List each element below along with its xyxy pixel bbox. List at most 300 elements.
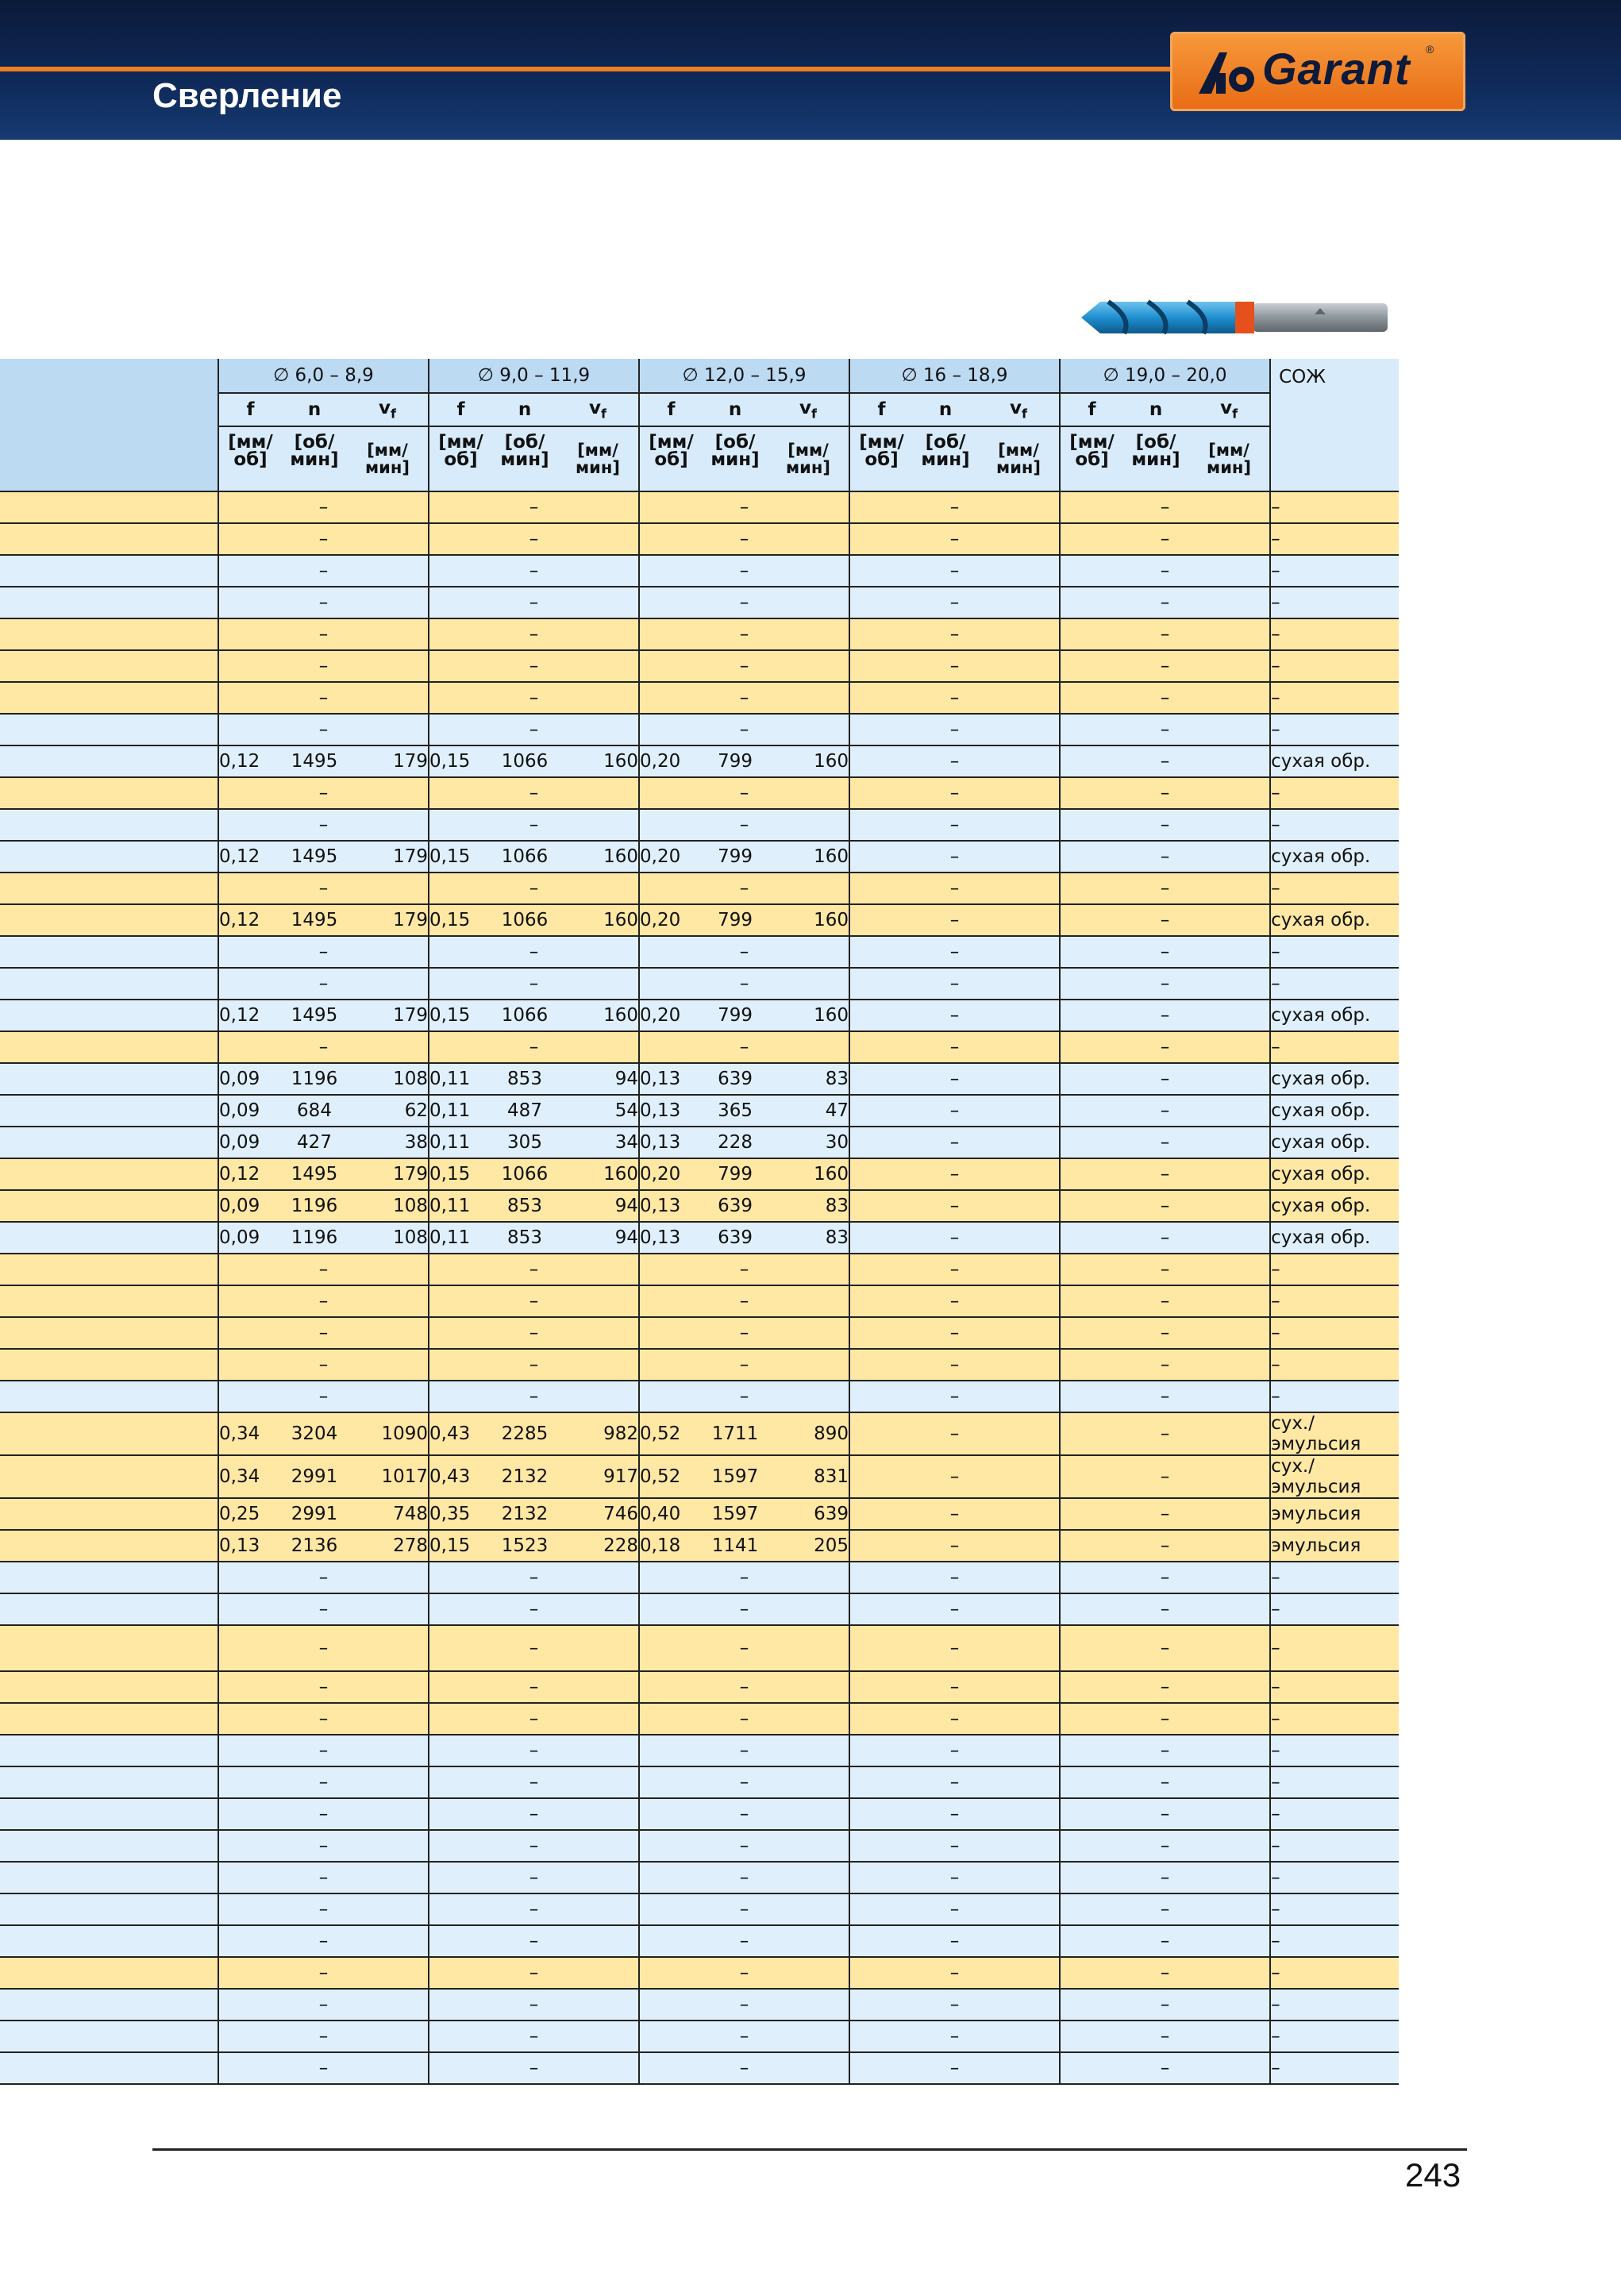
cell-dash: – — [429, 968, 639, 1000]
cell-dash: – — [429, 1893, 639, 1925]
table-row — [0, 682, 1399, 714]
cell-vf: 83 — [768, 1222, 849, 1254]
col-vf-sub: f — [391, 406, 396, 422]
cell-dash: – — [639, 873, 849, 904]
unit-n: [об/ мин] — [492, 426, 557, 491]
col-vf-main: v — [589, 398, 602, 419]
cell-dash: – — [1060, 936, 1270, 968]
table-row — [0, 1254, 1399, 1285]
coolant-cell: сухая обр. — [1270, 1000, 1399, 1031]
cell-dash: – — [218, 1562, 429, 1593]
cell-f: 0,15 — [429, 1158, 492, 1190]
cell-n: 1066 — [492, 904, 557, 936]
unit-vf: [мм/мин] — [557, 426, 639, 491]
cell-dash: – — [639, 587, 849, 618]
cell-dash: – — [849, 1317, 1060, 1349]
material-cell — [0, 618, 218, 650]
cell-dash: – — [849, 491, 1060, 523]
coolant-cell: – — [1270, 523, 1399, 555]
cell-dash: – — [639, 1254, 849, 1285]
coolant-cell: – — [1270, 2021, 1399, 2052]
material-cell — [0, 2021, 218, 2052]
cell-dash: – — [429, 1625, 639, 1671]
cell-dash: – — [849, 1158, 1060, 1190]
cell-n: 1066 — [492, 745, 557, 777]
cell-dash: – — [849, 1671, 1060, 1703]
cell-dash: – — [218, 1317, 429, 1349]
cell-dash: – — [639, 555, 849, 587]
cell-dash: – — [639, 1625, 849, 1671]
page-title: Сверление — [152, 76, 342, 115]
cell-dash: – — [218, 555, 429, 587]
cell-dash: – — [849, 1530, 1060, 1562]
cell-dash: – — [1060, 1412, 1270, 1455]
cell-dash: – — [849, 1285, 1060, 1317]
cell-dash: – — [1060, 1349, 1270, 1381]
material-cell — [0, 1222, 218, 1254]
material-cell — [0, 873, 218, 904]
coolant-cell: сух./эмульсия — [1270, 1412, 1399, 1455]
table-row — [0, 1957, 1399, 1989]
cell-n: 799 — [703, 1158, 768, 1190]
cell-dash: – — [1060, 682, 1270, 714]
cell-dash: – — [1060, 1285, 1270, 1317]
logo-registered-mark: ® — [1426, 43, 1434, 56]
cell-dash: – — [1060, 1830, 1270, 1862]
logo-text: Garant — [1262, 44, 1411, 94]
cell-dash: – — [639, 1862, 849, 1893]
unit-vf: [мм/мин] — [1188, 426, 1270, 491]
material-cell — [0, 1412, 218, 1455]
cell-n: 799 — [703, 841, 768, 873]
cell-dash: – — [639, 1703, 849, 1735]
cell-dash: – — [1060, 1625, 1270, 1671]
coolant-cell: сухая обр. — [1270, 1063, 1399, 1095]
cell-dash: – — [1060, 650, 1270, 682]
range-header: ∅ 16 – 18,9 — [849, 359, 1060, 393]
col-f-header: f — [639, 393, 703, 426]
cell-dash: – — [849, 523, 1060, 555]
cell-dash: – — [639, 1349, 849, 1381]
coolant-cell: – — [1270, 1735, 1399, 1766]
unit-f: [мм/ об] — [218, 426, 282, 491]
cell-dash: – — [1060, 841, 1270, 873]
cell-vf: 890 — [768, 1412, 849, 1455]
cell-dash: – — [849, 1957, 1060, 1989]
cell-vf: 1017 — [347, 1455, 429, 1498]
cell-dash: – — [1060, 1063, 1270, 1095]
cell-f: 0,35 — [429, 1498, 492, 1530]
cell-n: 365 — [703, 1095, 768, 1127]
table-row — [0, 1031, 1399, 1063]
cell-dash: – — [429, 1735, 639, 1766]
cell-f: 0,12 — [218, 904, 282, 936]
cell-dash: – — [429, 873, 639, 904]
material-cell — [0, 777, 218, 809]
cell-n: 853 — [492, 1222, 557, 1254]
cell-dash: – — [1060, 745, 1270, 777]
coolant-cell: – — [1270, 1703, 1399, 1735]
table-row — [0, 1381, 1399, 1412]
table-row — [0, 1455, 1399, 1498]
cell-dash: – — [849, 1562, 1060, 1593]
coolant-cell: – — [1270, 1031, 1399, 1063]
cell-dash: – — [429, 1798, 639, 1830]
col-n-header: n — [492, 393, 557, 426]
cell-dash: – — [849, 1798, 1060, 1830]
coolant-cell: – — [1270, 1798, 1399, 1830]
coolant-cell: – — [1270, 1893, 1399, 1925]
cell-dash: – — [218, 1957, 429, 1989]
cell-dash: – — [429, 1862, 639, 1893]
material-cell — [0, 1957, 218, 1989]
cell-f: 0,12 — [218, 1158, 282, 1190]
cell-dash: – — [849, 809, 1060, 841]
cell-dash: – — [849, 1893, 1060, 1925]
cell-vf: 94 — [557, 1222, 639, 1254]
cell-f: 0,11 — [429, 1190, 492, 1222]
cell-dash: – — [429, 1593, 639, 1625]
cell-dash: – — [1060, 618, 1270, 650]
table-row — [0, 1530, 1399, 1562]
cell-dash: – — [639, 1031, 849, 1063]
cell-dash: – — [849, 555, 1060, 587]
coolant-cell: – — [1270, 587, 1399, 618]
coolant-cell: – — [1270, 682, 1399, 714]
cell-f: 0,09 — [218, 1190, 282, 1222]
material-cell — [0, 936, 218, 968]
coolant-cell: сухая обр. — [1270, 841, 1399, 873]
coolant-cell: – — [1270, 1862, 1399, 1893]
table-row — [0, 1593, 1399, 1625]
cell-f: 0,12 — [218, 745, 282, 777]
cell-dash: – — [1060, 904, 1270, 936]
cell-f: 0,25 — [218, 1498, 282, 1530]
cell-dash: – — [1060, 1000, 1270, 1031]
cell-n: 1141 — [703, 1530, 768, 1562]
coolant-cell: – — [1270, 873, 1399, 904]
cell-dash: – — [849, 1703, 1060, 1735]
cell-dash: – — [218, 968, 429, 1000]
cell-dash: – — [218, 1798, 429, 1830]
cell-vf: 38 — [347, 1127, 429, 1158]
material-cell — [0, 904, 218, 936]
cell-vf: 160 — [768, 904, 849, 936]
coolant-cell: сухая обр. — [1270, 1222, 1399, 1254]
cell-n: 1495 — [282, 841, 347, 873]
table-row — [0, 1222, 1399, 1254]
range-header: ∅ 9,0 – 11,9 — [429, 359, 639, 393]
cell-vf: 94 — [557, 1063, 639, 1095]
cell-dash: – — [639, 1830, 849, 1862]
cell-n: 228 — [703, 1127, 768, 1158]
coolant-cell: сухая обр. — [1270, 745, 1399, 777]
cell-dash: – — [849, 1830, 1060, 1862]
cell-dash: – — [429, 491, 639, 523]
table-row — [0, 1671, 1399, 1703]
col-vf-main: v — [1010, 398, 1022, 419]
cell-vf: 108 — [347, 1190, 429, 1222]
table-row — [0, 1063, 1399, 1095]
cell-dash: – — [849, 1735, 1060, 1766]
cell-f: 0,12 — [218, 1000, 282, 1031]
cell-dash: – — [1060, 491, 1270, 523]
coolant-cell: – — [1270, 1766, 1399, 1798]
cell-vf: 160 — [557, 1000, 639, 1031]
cell-dash: – — [218, 491, 429, 523]
cell-dash: – — [218, 1925, 429, 1957]
material-cell — [0, 491, 218, 523]
coolant-cell: эмульсия — [1270, 1498, 1399, 1530]
cell-f: 0,20 — [639, 904, 703, 936]
cell-dash: – — [639, 1562, 849, 1593]
table-row — [0, 1285, 1399, 1317]
cell-f: 0,18 — [639, 1530, 703, 1562]
cell-dash: – — [429, 1285, 639, 1317]
cell-f: 0,11 — [429, 1063, 492, 1095]
cell-dash: – — [1060, 1925, 1270, 1957]
cell-dash: – — [849, 1095, 1060, 1127]
material-cell — [0, 682, 218, 714]
cell-n: 305 — [492, 1127, 557, 1158]
cell-dash: – — [429, 1989, 639, 2021]
cell-dash: – — [849, 1222, 1060, 1254]
material-column-header — [0, 359, 218, 491]
cell-dash: – — [1060, 1095, 1270, 1127]
cell-vf: 160 — [768, 841, 849, 873]
cell-vf: 83 — [768, 1063, 849, 1095]
cell-dash: – — [849, 1000, 1060, 1031]
material-cell — [0, 1063, 218, 1095]
col-f-header: f — [218, 393, 282, 426]
cell-dash: – — [1060, 1530, 1270, 1562]
material-cell — [0, 1671, 218, 1703]
cell-dash: – — [849, 2052, 1060, 2084]
coolant-cell: – — [1270, 1830, 1399, 1862]
cell-dash: – — [218, 682, 429, 714]
table-row — [0, 1095, 1399, 1127]
cell-dash: – — [218, 618, 429, 650]
coolant-cell: – — [1270, 1625, 1399, 1671]
cell-vf: 160 — [768, 745, 849, 777]
cell-dash: – — [849, 745, 1060, 777]
cell-vf: 62 — [347, 1095, 429, 1127]
cell-dash: – — [849, 650, 1060, 682]
cell-dash: – — [1060, 1254, 1270, 1285]
cell-dash: – — [639, 1925, 849, 1957]
cell-dash: – — [849, 1766, 1060, 1798]
cell-dash: – — [1060, 1381, 1270, 1412]
col-n-header: n — [913, 393, 978, 426]
coolant-cell: сухая обр. — [1270, 1158, 1399, 1190]
cell-dash: – — [1060, 1989, 1270, 2021]
cell-dash: – — [429, 682, 639, 714]
cell-dash: – — [1060, 1798, 1270, 1830]
cell-vf: 83 — [768, 1190, 849, 1222]
table-row — [0, 1190, 1399, 1222]
cell-dash: – — [429, 1254, 639, 1285]
material-cell — [0, 2052, 218, 2084]
cell-dash: – — [639, 1735, 849, 1766]
cell-dash: – — [1060, 809, 1270, 841]
cell-dash: – — [1060, 1455, 1270, 1498]
cell-dash: – — [639, 523, 849, 555]
coolant-cell: – — [1270, 714, 1399, 745]
drill-bit-icon — [1076, 294, 1394, 341]
unit-vf: [мм/мин] — [978, 426, 1060, 491]
material-cell — [0, 1317, 218, 1349]
cell-dash: – — [218, 1254, 429, 1285]
unit-n: [об/ мин] — [282, 426, 347, 491]
cell-vf: 108 — [347, 1063, 429, 1095]
material-cell — [0, 1735, 218, 1766]
cell-n: 1066 — [492, 1000, 557, 1031]
cell-f: 0,13 — [639, 1063, 703, 1095]
cell-dash: – — [218, 650, 429, 682]
cell-dash: – — [639, 936, 849, 968]
cell-dash: – — [849, 1989, 1060, 2021]
cell-dash: – — [429, 1031, 639, 1063]
cell-f: 0,15 — [429, 904, 492, 936]
cell-vf: 179 — [347, 1000, 429, 1031]
cell-dash: – — [1060, 587, 1270, 618]
material-cell — [0, 523, 218, 555]
cell-dash: – — [218, 1285, 429, 1317]
cell-dash: – — [849, 1254, 1060, 1285]
cell-dash: – — [218, 1031, 429, 1063]
cell-dash: – — [429, 1830, 639, 1862]
cell-dash: – — [639, 1671, 849, 1703]
cell-dash: – — [849, 1862, 1060, 1893]
cell-vf: 54 — [557, 1095, 639, 1127]
cell-dash: – — [218, 1625, 429, 1671]
cell-n: 487 — [492, 1095, 557, 1127]
cell-n: 2285 — [492, 1412, 557, 1455]
cell-f: 0,13 — [639, 1127, 703, 1158]
cell-dash: – — [639, 1317, 849, 1349]
coolant-header: СОЖ — [1270, 359, 1399, 491]
cell-dash: – — [849, 1063, 1060, 1095]
material-cell — [0, 1530, 218, 1562]
coolant-cell: – — [1270, 618, 1399, 650]
col-vf-sub: f — [601, 406, 606, 422]
cell-f: 0,13 — [218, 1530, 282, 1562]
table-row — [0, 1862, 1399, 1893]
coolant-cell: сухая обр. — [1270, 1095, 1399, 1127]
table-row — [0, 936, 1399, 968]
cell-dash: – — [1060, 1735, 1270, 1766]
cell-f: 0,11 — [429, 1095, 492, 1127]
unit-vf: [мм/мин] — [347, 426, 429, 491]
coolant-cell: – — [1270, 809, 1399, 841]
table-row — [0, 1349, 1399, 1381]
unit-f: [мм/ об] — [429, 426, 492, 491]
col-vf-sub: f — [811, 406, 817, 422]
cell-dash: – — [429, 714, 639, 745]
cell-dash: – — [218, 1735, 429, 1766]
garant-logo-icon — [1196, 49, 1259, 97]
cell-dash: – — [429, 1562, 639, 1593]
cell-dash: – — [218, 873, 429, 904]
coolant-cell: – — [1270, 1381, 1399, 1412]
coolant-cell: эмульсия — [1270, 1530, 1399, 1562]
cell-dash: – — [639, 1766, 849, 1798]
coolant-cell: – — [1270, 555, 1399, 587]
table-row — [0, 1893, 1399, 1925]
cell-dash: – — [218, 809, 429, 841]
cell-f: 0,13 — [639, 1095, 703, 1127]
unit-n: [об/ мин] — [703, 426, 768, 491]
cell-dash: – — [849, 777, 1060, 809]
cell-dash: – — [429, 1671, 639, 1703]
cell-dash: – — [1060, 1766, 1270, 1798]
coolant-cell: – — [1270, 1593, 1399, 1625]
col-vf-sub: f — [1232, 406, 1238, 422]
cell-f: 0,20 — [639, 841, 703, 873]
cell-f: 0,11 — [429, 1127, 492, 1158]
material-cell — [0, 1925, 218, 1957]
table-row — [0, 968, 1399, 1000]
cell-dash: – — [429, 2052, 639, 2084]
material-cell — [0, 968, 218, 1000]
material-cell — [0, 1285, 218, 1317]
col-vf-header — [557, 393, 639, 426]
cell-dash: – — [1060, 1862, 1270, 1893]
cell-dash: – — [218, 1593, 429, 1625]
col-n-header: n — [1123, 393, 1188, 426]
table-row — [0, 1625, 1399, 1671]
material-cell — [0, 809, 218, 841]
cell-dash: – — [849, 682, 1060, 714]
cell-n: 1495 — [282, 904, 347, 936]
unit-f: [мм/ об] — [849, 426, 913, 491]
cell-dash: – — [1060, 523, 1270, 555]
cell-f: 0,34 — [218, 1455, 282, 1498]
table-row — [0, 587, 1399, 618]
cell-n: 799 — [703, 904, 768, 936]
cell-dash: – — [218, 587, 429, 618]
unit-n: [об/ мин] — [913, 426, 978, 491]
coolant-cell: сух./эмульсия — [1270, 1455, 1399, 1498]
material-cell — [0, 841, 218, 873]
table-row — [0, 904, 1399, 936]
cell-dash: – — [218, 1349, 429, 1381]
cell-dash: – — [429, 777, 639, 809]
cell-n: 799 — [703, 1000, 768, 1031]
col-vf-main: v — [379, 398, 391, 419]
cell-n: 684 — [282, 1095, 347, 1127]
table-row — [0, 714, 1399, 745]
cell-n: 639 — [703, 1222, 768, 1254]
cell-n: 1711 — [703, 1412, 768, 1455]
material-cell — [0, 1593, 218, 1625]
cell-f: 0,20 — [639, 1158, 703, 1190]
coolant-cell: – — [1270, 1285, 1399, 1317]
table-row — [0, 2021, 1399, 2052]
material-cell — [0, 1498, 218, 1530]
col-vf-header — [978, 393, 1060, 426]
material-cell — [0, 1455, 218, 1498]
cell-dash: – — [429, 555, 639, 587]
cell-dash: – — [849, 841, 1060, 873]
col-vf-header — [1188, 393, 1270, 426]
cell-vf: 748 — [347, 1498, 429, 1530]
material-cell — [0, 1766, 218, 1798]
unit-f: [мм/ об] — [1060, 426, 1123, 491]
cell-vf: 639 — [768, 1498, 849, 1530]
cell-vf: 278 — [347, 1530, 429, 1562]
material-cell — [0, 650, 218, 682]
